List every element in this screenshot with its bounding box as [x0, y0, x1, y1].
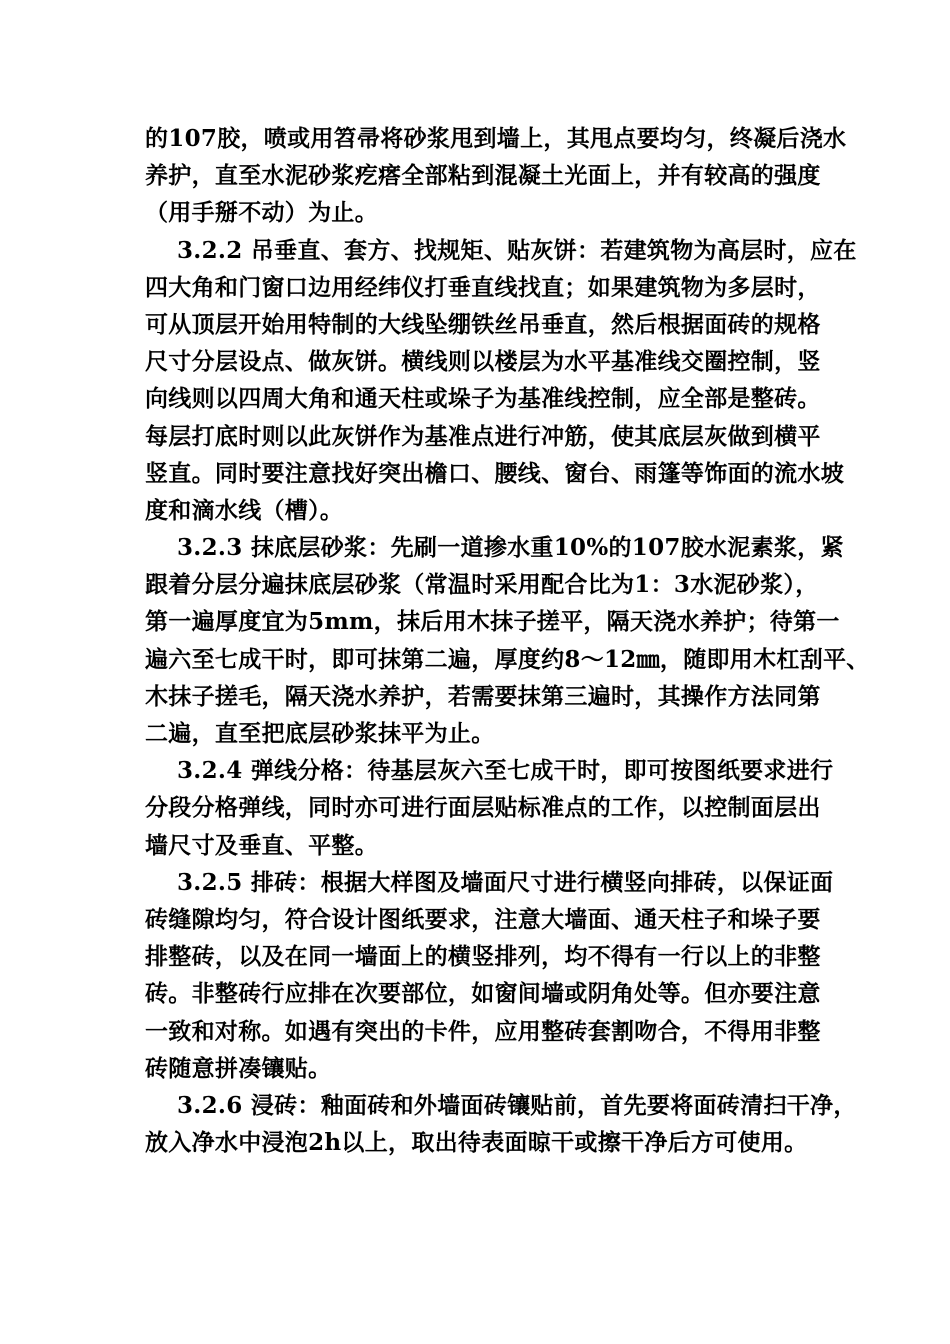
- text-line-24: 砖。非整砖行应排在次要部位，如窗间墙或阴角处等。但亦要注意: [145, 980, 821, 1008]
- text-line-2: 养护，直至水泥砂浆疙瘩全部粘到混凝土光面上，并有较高的强度: [145, 162, 821, 190]
- section-3-2-3-heading-line: 3.2.3 抹底层砂浆：先刷一道掺水重10%的107胶水泥素浆，紧: [177, 534, 844, 562]
- text-line-8: 向线则以四周大角和通天柱或垛子为基准线控制，应全部是整砖。: [145, 385, 821, 413]
- text-line-26: 砖随意拼凑镶贴。: [145, 1054, 332, 1082]
- text-line-20: 墙尺寸及垂直、平整。: [145, 831, 378, 859]
- text-line-25: 一致和对称。如遇有突出的卡件，应用整砖套割吻合，不得用非整: [145, 1017, 821, 1045]
- text-line-14: 第一遍厚度宜为5mm，抹后用木抹子搓平，隔天浇水养护；待第一: [145, 608, 840, 636]
- text-line-6: 可从顶层开始用特制的大线坠绷铁丝吊垂直，然后根据面砖的规格: [145, 310, 821, 338]
- section-3-2-2-heading-line: 3.2.2 吊垂直、套方、找规矩、贴灰饼：若建筑物为高层时，应在: [177, 236, 857, 264]
- section-3-2-4-heading-line: 3.2.4 弹线分格：待基层灰六至七成干时，即可按图纸要求进行: [177, 757, 834, 785]
- text-line-5: 四大角和门窗口边用经纬仪打垂直线找直；如果建筑物为多层时，: [145, 273, 821, 301]
- text-line-22: 砖缝隙均匀，符合设计图纸要求，注意大墙面、通天柱子和垛子要: [145, 905, 821, 933]
- text-line-17: 二遍，直至把底层砂浆抹平为止。: [145, 720, 495, 747]
- text-line-10: 竖直。同时要注意找好突出檐口、腰线、窗台、雨篷等饰面的流水坡: [145, 459, 844, 487]
- section-3-2-6-heading-line: 3.2.6 浸砖：釉面砖和外墙面砖镶贴前，首先要将面砖清扫干净，: [177, 1091, 857, 1119]
- text-line-15: 遍六至七成干时，即可抹第二遍，厚度约8～12㎜，随即用木杠刮平、: [145, 645, 870, 673]
- text-line-23: 排整砖，以及在同一墙面上的横竖排列，均不得有一行以上的非整: [145, 943, 821, 971]
- text-line-11: 度和滴水线（槽）。: [145, 496, 344, 524]
- text-line-13: 跟着分层分遍抹底层砂浆（常温时采用配合比为1：3水泥砂浆），: [145, 571, 819, 599]
- text-line-1: 的107胶，喷或用笤帚将砂浆甩到墙上，其甩点要均匀，终凝后浇水: [145, 125, 847, 152]
- text-line-28: 放入净水中浸泡2h以上，取出待表面晾干或擦干净后方可使用。: [145, 1129, 808, 1157]
- text-line-9: 每层打底时则以此灰饼作为基准点进行冲筋，使其底层灰做到横平: [145, 422, 821, 450]
- text-line-7: 尺寸分层设点、做灰饼。横线则以楼层为水平基准线交圈控制，竖: [145, 348, 821, 376]
- body-text: [145, 120, 885, 1161]
- text-line-19: 分段分格弹线，同时亦可进行面层贴标准点的工作，以控制面层出: [145, 794, 821, 822]
- section-3-2-5-heading-line: 3.2.5 排砖：根据大样图及墙面尺寸进行横竖向排砖，以保证面: [177, 868, 834, 896]
- text-line-16: 木抹子搓毛，隔天浇水养护，若需要抹第三遍时，其操作方法同第: [145, 682, 821, 710]
- text-line-3: （用手掰不动）为止。: [145, 199, 378, 227]
